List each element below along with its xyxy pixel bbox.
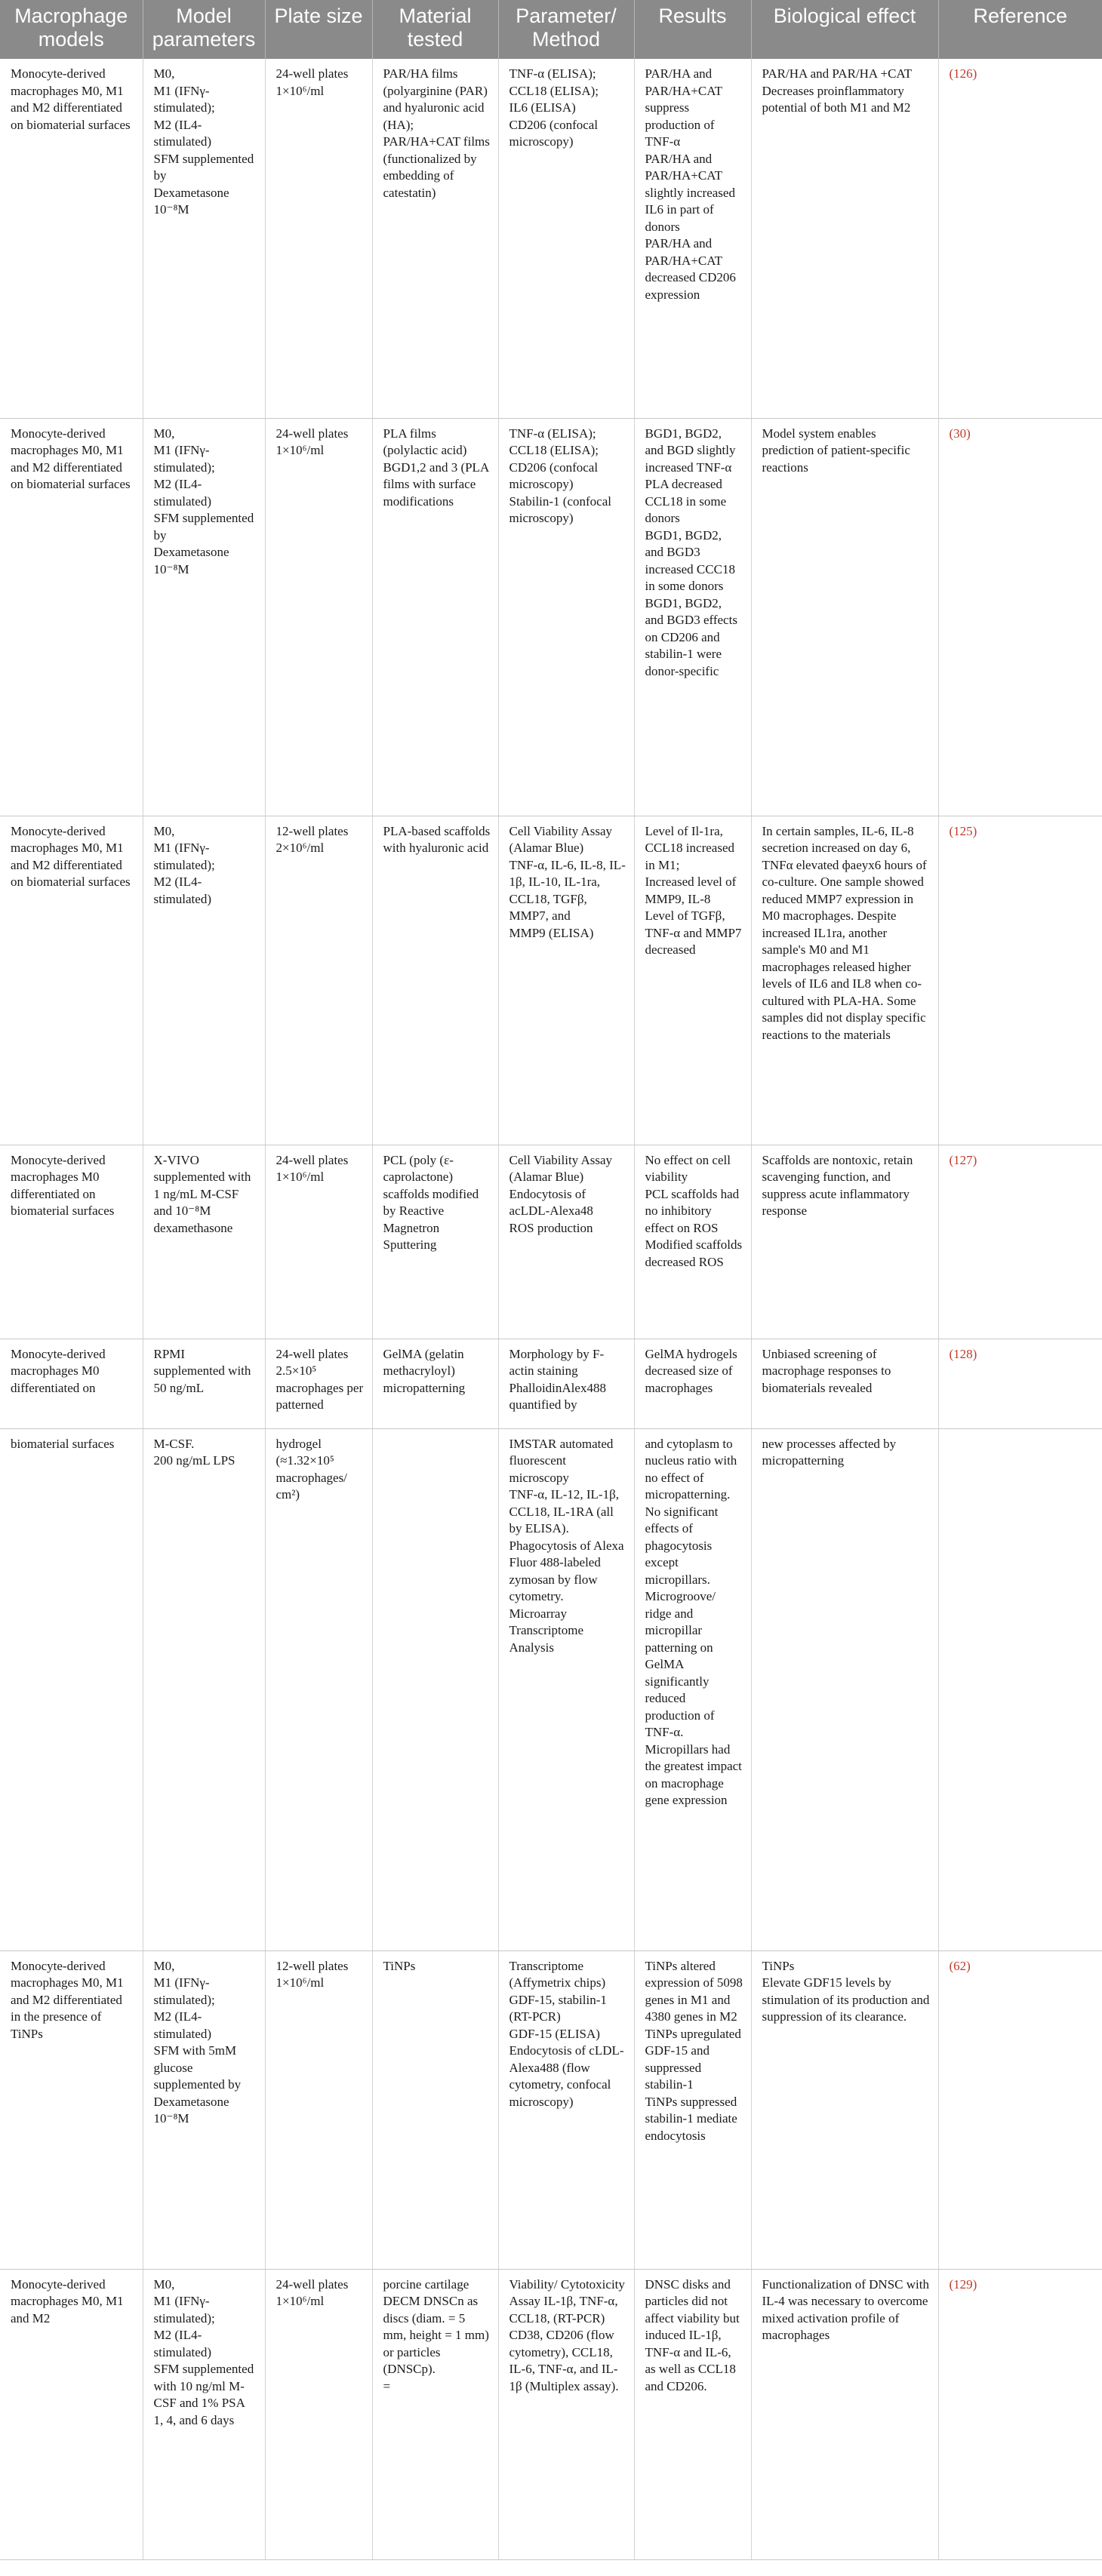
- cell-method: Cell Viability Assay (Alamar Blue) TNF-α, IL-6, IL-8, IL-1β, IL-10, IL-1ra, CCL18, TGFβ, MMP7, and MMP9 (ELISA): [498, 816, 634, 1145]
- cell-model: Monocyte-derived macrophages M0, M1 and M2 differentiated on biomaterial surfaces: [0, 816, 143, 1145]
- cell-params: M0, M1 (IFNγ-stimulated); M2 (IL4-stimulated) SFM with 5mM glucose supplemented by Dexametasone 10⁻⁸M: [143, 1950, 265, 2269]
- table-row: [0, 418, 1102, 816]
- cell-material: PCL (poly (ε-caprolactone) scaffolds modified by Reactive Magnetron Sputtering: [372, 1145, 498, 1339]
- header-reference: Reference: [938, 0, 1102, 59]
- cell-params: RPMI supplemented with 50 ng/mL: [143, 1339, 265, 1428]
- cell-material: PLA-based scaffolds with hyaluronic acid: [372, 816, 498, 1145]
- cell-params: M0, M1 (IFNγ-stimulated); M2 (IL4-stimulated) SFM supplemented by Dexametasone 10⁻⁸M: [143, 418, 265, 816]
- cell-method: Viability/ Cytotoxicity Assay IL-1β, TNF-α, CCL18, (RT-PCR) CD38, CD206 (flow cytometry), CCL18, IL-6, TNF-α, and IL-1β (Multiplex assay).: [498, 2269, 634, 2559]
- cell-effect: Unbiased screening of macrophage responses to biomaterials revealed: [751, 1339, 938, 1428]
- cell-params: X-VIVO supplemented with 1 ng/mL M-CSF and 10⁻⁸M dexamethasone: [143, 1145, 265, 1339]
- cell-model: Monocyte-derived macrophages M0 differentiated on: [0, 1339, 143, 1428]
- cell-plate: 24-well plates 2.5×10⁵ macrophages per patterned: [265, 1339, 372, 1428]
- reference-link[interactable]: (30): [938, 418, 1102, 816]
- cell-plate: 24-well plates 1×10⁶/ml: [265, 59, 372, 418]
- cell-results: Level of Il-1ra, CCL18 increased in M1; Increased level of MMP9, IL-8 Level of TGFβ, TNF-α and MMP7 decreased: [634, 816, 751, 1145]
- cell-plate: 12-well plates 1×10⁶/ml: [265, 1950, 372, 2269]
- cell-model: biomaterial surfaces: [0, 1428, 143, 1950]
- cell-plate: 24-well plates 1×10⁶/ml: [265, 2269, 372, 2559]
- header-macrophage-models: Macrophage models: [0, 0, 143, 59]
- reference-link[interactable]: (126): [938, 59, 1102, 418]
- header-plate-size: Plate size: [265, 0, 372, 59]
- cell-effect: In certain samples, IL-6, IL-8 secretion increased on day 6, TNFα elevated фaeyx6 hours of co-culture. One sample showed reduced MMP7 expression in M0 macrophages. Despite increased IL1ra, another sample's M0 and M1 macrophages released higher levels of IL6 and IL8 when co-cultured with PLA-HA. Some samples did not display specific reactions to the materials: [751, 816, 938, 1145]
- cell-effect: new processes affected by micropatterning: [751, 1428, 938, 1950]
- table-row: [0, 59, 1102, 418]
- cell-method: Transcriptome (Affymetrix chips) GDF-15, stabilin-1 (RT-PCR) GDF-15 (ELISA) Endocytosis of cLDL-Alexa488 (flow cytometry, confocal microscopy): [498, 1950, 634, 2269]
- reference-link[interactable]: (128): [938, 1339, 1102, 1428]
- reference-link[interactable]: (62): [938, 1950, 1102, 2269]
- cell-params: M0, M1 (IFNγ-stimulated); M2 (IL4-stimulated) SFM supplemented by Dexametasone 10⁻⁸M: [143, 59, 265, 418]
- cell-material: porcine cartilage DECM DNSCn as discs (diam. = 5 mm, height = 1 mm) or particles (DNSCp). =: [372, 2269, 498, 2559]
- cell-results: PAR/HA and PAR/HA+CAT suppress production of TNF-α PAR/HA and PAR/HA+CAT slightly increased IL6 in part of donors PAR/HA and PAR/HA+CAT decreased CD206 expression: [634, 59, 751, 418]
- header-parameter-method: Parameter/ Method: [498, 0, 634, 59]
- cell-results: TiNPs altered expression of 5098 genes in M1 and 4380 genes in M2 TiNPs upregulated GDF-15 and suppressed stabilin-1 TiNPs suppressed stabilin-1 mediate endocytosis: [634, 1950, 751, 2269]
- table-row: [0, 1428, 1102, 1950]
- header-biological-effect: Biological effect: [751, 0, 938, 59]
- header-model-parameters: Model parameters: [143, 0, 265, 59]
- cell-method: Morphology by F-actin staining PhalloidinAlex488 quantified by: [498, 1339, 634, 1428]
- cell-plate: 12-well plates 2×10⁶/ml: [265, 816, 372, 1145]
- cell-params: M-CSF. 200 ng/mL LPS: [143, 1428, 265, 1950]
- header-results: Results: [634, 0, 751, 59]
- cell-method: TNF-α (ELISA); CCL18 (ELISA); IL6 (ELISA) CD206 (confocal microscopy): [498, 59, 634, 418]
- cell-method: TNF-α (ELISA); CCL18 (ELISA); CD206 (confocal microscopy) Stabilin-1 (confocal microscopy): [498, 418, 634, 816]
- table-row: [0, 1145, 1102, 1339]
- cell-model: Monocyte-derived macrophages M0 differentiated on biomaterial surfaces: [0, 1145, 143, 1339]
- reference-link[interactable]: (127): [938, 1145, 1102, 1339]
- cell-results: BGD1, BGD2, and BGD slightly increased TNF-α PLA decreased CCL18 in some donors BGD1, BGD2, and BGD3 increased CCC18 in some donors BGD1, BGD2, and BGD3 effects on CD206 and stabilin-1 were donor-specific: [634, 418, 751, 816]
- header-material-tested: Material tested: [372, 0, 498, 59]
- cell-material: PLA films (polylactic acid) BGD1,2 and 3 (PLA films with surface modifications: [372, 418, 498, 816]
- cell-results: DNSC disks and particles did not affect viability but induced IL-1β, TNF-α and IL-6, as well as CCL18 and CD206.: [634, 2269, 751, 2559]
- table-row: [0, 1950, 1102, 2269]
- cell-material: PAR/HA films (polyarginine (PAR) and hyaluronic acid (HA); PAR/HA+CAT films (functionalized by embedding of catestatin): [372, 59, 498, 418]
- cell-params: M0, M1 (IFNγ-stimulated); M2 (IL4-stimulated): [143, 816, 265, 1145]
- cell-material: [372, 1428, 498, 1950]
- reference-link[interactable]: (129): [938, 2269, 1102, 2559]
- table-row: [0, 816, 1102, 1145]
- cell-model: Monocyte-derived macrophages M0, M1 and M2 differentiated in the presence of TiNPs: [0, 1950, 143, 2269]
- reference-link: [938, 1428, 1102, 1950]
- cell-plate: 24-well plates 1×10⁶/ml: [265, 418, 372, 816]
- cell-effect: Model system enables prediction of patient-specific reactions: [751, 418, 938, 816]
- cell-model: Monocyte-derived macrophages M0, M1 and M2 differentiated on biomaterial surfaces: [0, 59, 143, 418]
- table-row: [0, 1339, 1102, 1428]
- cell-effect: Functionalization of DNSC with IL-4 was necessary to overcome mixed activation profile of macrophages: [751, 2269, 938, 2559]
- reference-link[interactable]: (125): [938, 816, 1102, 1145]
- cell-effect: Scaffolds are nontoxic, retain scavenging function, and suppress acute inflammatory response: [751, 1145, 938, 1339]
- cell-model: Monocyte-derived macrophages M0, M1 and M2: [0, 2269, 143, 2559]
- cell-results: GelMA hydrogels decreased size of macrophages: [634, 1339, 751, 1428]
- cell-effect: PAR/HA and PAR/HA +CAT Decreases proinflammatory potential of both M1 and M2: [751, 59, 938, 418]
- cell-method: Cell Viability Assay (Alamar Blue) Endocytosis of acLDL-Alexa48 ROS production: [498, 1145, 634, 1339]
- cell-plate: 24-well plates 1×10⁶/ml: [265, 1145, 372, 1339]
- table-row: [0, 2269, 1102, 2559]
- cell-results: No effect on cell viability PCL scaffolds had no inhibitory effect on ROS Modified scaffolds decreased ROS: [634, 1145, 751, 1339]
- cell-material: GelMA (gelatin methacryloyl) micropatterning: [372, 1339, 498, 1428]
- cell-results: and cytoplasm to nucleus ratio with no effect of micropatterning. No significant effects of phagocytosis except micropillars. Microgroove/ ridge and micropillar patterning on GelMA significantly reduced production of TNF-α. Micropillars had the greatest impact on macrophage gene expression: [634, 1428, 751, 1950]
- header-row: [0, 0, 1102, 59]
- cell-params: M0, M1 (IFNγ-stimulated); M2 (IL4-stimulated) SFM supplemented with 10 ng/ml M-CSF and 1% PSA 1, 4, and 6 days: [143, 2269, 265, 2559]
- cell-material: TiNPs: [372, 1950, 498, 2269]
- cell-method: IMSTAR automated fluorescent microscopy TNF-α, IL-12, IL-1β, CCL18, IL-1RA (all by ELISA). Phagocytosis of Alexa Fluor 488-labeled zymosan by flow cytometry. Microarray Transcriptome Analysis: [498, 1428, 634, 1950]
- cell-plate: hydrogel (≈1.32×10⁵ macrophages/ cm²): [265, 1428, 372, 1950]
- cell-effect: TiNPs Elevate GDF15 levels by stimulation of its production and suppression of its clearance.: [751, 1950, 938, 2269]
- cell-model: Monocyte-derived macrophages M0, M1 and M2 differentiated on biomaterial surfaces: [0, 418, 143, 816]
